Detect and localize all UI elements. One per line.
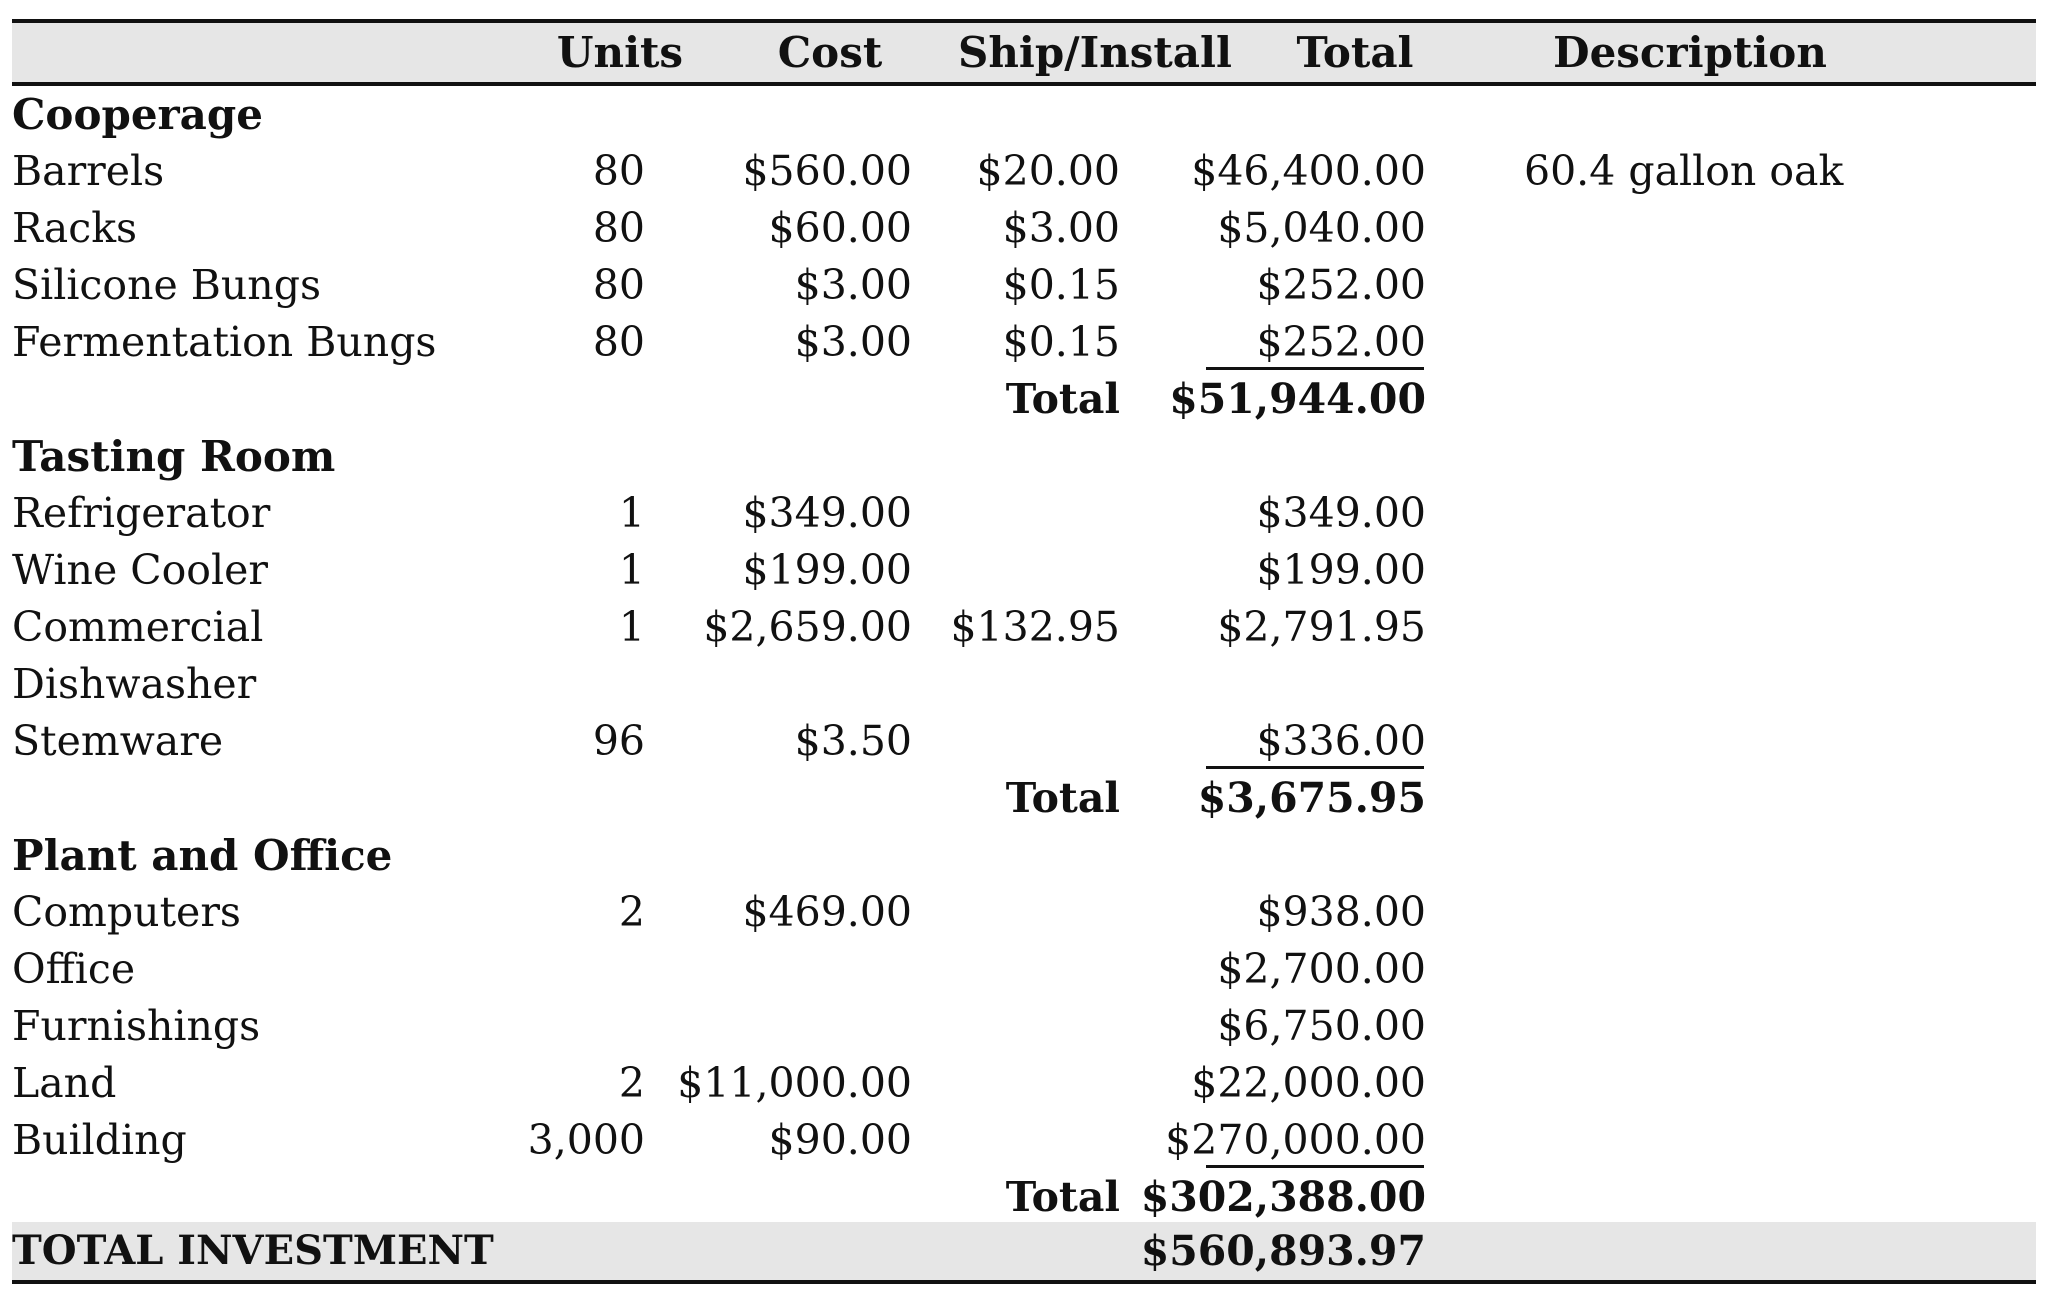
row-total: $938.00 — [1256, 888, 1426, 936]
row-cost: $560.00 — [742, 147, 912, 195]
top-rule — [12, 19, 2036, 23]
row-units: 80 — [592, 147, 645, 195]
row-total: $5,040.00 — [1217, 204, 1426, 252]
row-total: $252.00 — [1256, 261, 1426, 309]
grand-total-value: $560,893.97 — [1140, 1227, 1426, 1275]
header-bottom-rule — [12, 82, 2036, 86]
row-units: 3,000 — [527, 1116, 645, 1164]
subtotal-label: Total — [1005, 375, 1120, 423]
row-total: $6,750.00 — [1217, 1002, 1426, 1050]
row-units: 1 — [618, 489, 645, 537]
row-label: Office — [12, 945, 136, 993]
row-units: 80 — [592, 261, 645, 309]
row-total: $2,791.95 — [1217, 603, 1426, 651]
row-units: 2 — [618, 1059, 645, 1107]
row-cost: $2,659.00 — [703, 603, 912, 651]
subtotal-rule — [1206, 766, 1424, 769]
row-description: 60.4 gallon oak — [1524, 147, 1844, 195]
section-title: Tasting Room — [12, 432, 336, 481]
row-label: Refrigerator — [12, 489, 271, 537]
header-description: Description — [1553, 28, 1827, 77]
bottom-rule — [12, 1280, 2036, 1284]
row-cost: $11,000.00 — [677, 1059, 912, 1107]
row-label: Stemware — [12, 717, 224, 765]
row-label: Computers — [12, 888, 241, 936]
row-label: Silicone Bungs — [12, 261, 322, 309]
row-cost: $199.00 — [742, 546, 912, 594]
subtotal-value: $302,388.00 — [1140, 1173, 1426, 1221]
row-label: Fermentation Bungs — [12, 318, 437, 366]
subtotal-label: Total — [1005, 1173, 1120, 1221]
row-units: 1 — [618, 546, 645, 594]
header-cost: Cost — [777, 28, 883, 77]
row-label-continued: Dishwasher — [12, 660, 257, 708]
header-total: Total — [1296, 28, 1414, 77]
row-label: Building — [12, 1116, 187, 1164]
row-cost: $90.00 — [768, 1116, 912, 1164]
row-cost: $3.50 — [794, 717, 912, 765]
row-total: $252.00 — [1256, 318, 1426, 366]
subtotal-value: $3,675.95 — [1197, 774, 1426, 822]
section-title: Cooperage — [12, 90, 263, 139]
row-cost: $3.00 — [794, 261, 912, 309]
row-total: $336.00 — [1256, 717, 1426, 765]
row-units: 80 — [592, 204, 645, 252]
subtotal-value: $51,944.00 — [1169, 375, 1426, 423]
row-label: Wine Cooler — [12, 546, 268, 594]
subtotal-rule — [1206, 1165, 1424, 1168]
row-cost: $469.00 — [742, 888, 912, 936]
row-label: Barrels — [12, 147, 165, 195]
row-total: $22,000.00 — [1191, 1059, 1426, 1107]
row-label: Land — [12, 1059, 117, 1107]
row-units: 2 — [618, 888, 645, 936]
section-title: Plant and Office — [12, 831, 393, 880]
row-total: $46,400.00 — [1191, 147, 1426, 195]
row-units: 1 — [618, 603, 645, 651]
row-label: Furnishings — [12, 1002, 261, 1050]
row-ship-install: $132.95 — [950, 603, 1120, 651]
header-units: Units — [556, 28, 684, 77]
row-total: $2,700.00 — [1217, 945, 1426, 993]
row-total: $270,000.00 — [1165, 1116, 1426, 1164]
row-total: $199.00 — [1256, 546, 1426, 594]
row-units: 96 — [592, 717, 645, 765]
row-cost: $3.00 — [794, 318, 912, 366]
row-ship-install: $0.15 — [1002, 318, 1120, 366]
header-ship-install: Ship/Install — [958, 28, 1232, 77]
row-label: Racks — [12, 204, 138, 252]
row-cost: $349.00 — [742, 489, 912, 537]
row-ship-install: $3.00 — [1002, 204, 1120, 252]
row-ship-install: $20.00 — [976, 147, 1120, 195]
row-cost: $60.00 — [768, 204, 912, 252]
row-ship-install: $0.15 — [1002, 261, 1120, 309]
grand-total-label: TOTAL INVESTMENT — [12, 1227, 494, 1274]
row-label: Commercial — [12, 603, 264, 651]
row-units: 80 — [592, 318, 645, 366]
subtotal-rule — [1206, 367, 1424, 370]
subtotal-label: Total — [1005, 774, 1120, 822]
row-total: $349.00 — [1256, 489, 1426, 537]
